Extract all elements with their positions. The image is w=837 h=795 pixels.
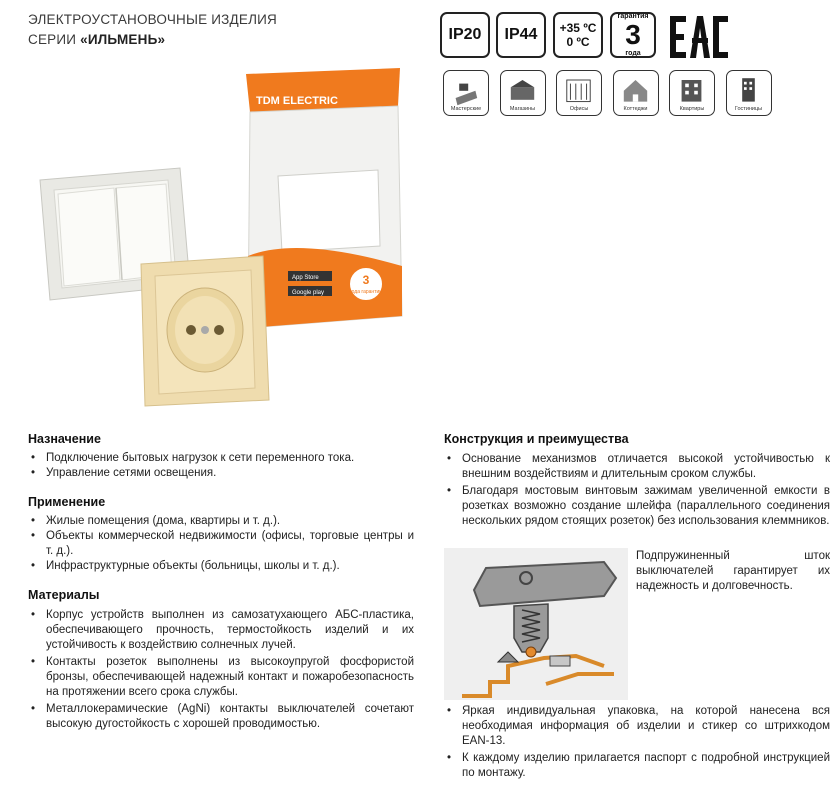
list-item: • Инфраструктурные объекты (больницы, школы и т. д.). (28, 559, 414, 574)
ip44-badge: IP44 (496, 12, 546, 58)
sticker-text: года гарантии (349, 289, 383, 295)
materials-list (28, 608, 414, 732)
socket-image (135, 250, 275, 410)
list-item: • Яркая индивидуальная упаковка, на которой нанесена вся необходимая информация об изделии и стикер со штрихкодом EAN-13. (444, 704, 830, 749)
list-item: • Благодаря мостовым винтовым зажимам увеличенной емкости в розетках возможно создание шлейфа (параллельного соединения нескольких рядом стоящих розеток) без использования клеммников. (444, 484, 830, 529)
google-play-label: Google play (292, 290, 325, 296)
title-line-2: СЕРИИ «ИЛЬМЕНЬ» (28, 32, 166, 47)
list-item: • Жилые помещения (дома, квартиры и т. д.). (28, 514, 414, 529)
usage-icon-label: Квартиры (679, 106, 705, 112)
list-item: • К каждому изделию прилагается паспорт с подробной инструкцией по монтажу. (444, 751, 830, 781)
usage-icon-label: Коттеджи (623, 106, 648, 112)
usage-icon-label: Офисы (569, 106, 589, 112)
list-item: • Управление сетями освещения. (28, 466, 414, 481)
list-item: • Подключение бытовых нагрузок к сети переменного тока. (28, 451, 414, 466)
temp-high: +35 ºC (559, 21, 597, 35)
diagram-caption: Подпружиненный шток выключателей гарантирует их надежность и долговечность. (636, 550, 830, 592)
purpose-section (28, 432, 414, 481)
usage-icon-label: Магазины (509, 106, 536, 112)
guarantee-badge (610, 12, 656, 58)
series-name: «ИЛЬМЕНЬ» (80, 32, 166, 47)
list-item: • Основание механизмов отличается высокой устойчивостью к внешним воздействиям и длительным сроком службы. (444, 452, 830, 482)
title-line-1: ЭЛЕКТРОУСТАНОВОЧНЫЕ ИЗДЕЛИЯ (28, 12, 277, 27)
app-store-label: App Store (292, 275, 319, 281)
construction-list (444, 452, 830, 529)
materials-section (28, 588, 414, 732)
guarantee-top: гарантия (617, 13, 649, 20)
temp-low: 0 ºC (566, 35, 590, 49)
construction-extra (444, 704, 830, 781)
construction-section (444, 432, 830, 529)
purpose-list (28, 451, 414, 481)
page-title (28, 10, 277, 50)
list-item: • Объекты коммерческой недвижимости (офисы, торговые центры и т. д.). (28, 529, 414, 559)
usage-icon-label: Гостиницы (734, 106, 763, 112)
list-item: • Контакты розеток выполнены из высокоупругой фосфористой бронзы, обеспечивающей надежный контакт и пожаробезопасность на протяжении всего срока службы. (28, 655, 414, 700)
temperature-badge (553, 12, 603, 58)
application-list (28, 514, 414, 574)
materials-heading: Материалы (28, 588, 100, 602)
purpose-heading: Назначение (28, 432, 101, 446)
list-item: • Корпус устройств выполнен из самозатухающего АБС-пластика, обеспечивающего прочность, термостойкость изделий и их устойчивость к воздействию солнечных лучей. (28, 608, 414, 653)
guarantee-bottom: года (625, 50, 641, 57)
application-heading: Применение (28, 495, 106, 509)
ip20-badge: IP20 (440, 12, 490, 58)
usage-icon-label: Мастерские (450, 106, 482, 112)
guarantee-number: 3 (625, 19, 641, 50)
application-section (28, 495, 414, 574)
construction-heading: Конструкция и преимущества (444, 432, 629, 446)
spring-mechanism-diagram (444, 548, 628, 700)
eac-mark-icon (668, 14, 730, 60)
construction-list-extra (444, 704, 830, 781)
sticker-number: 3 (362, 273, 370, 287)
list-item: • Металлокерамические (AgNi) контакты выключателей сочетают высокую дугостойкость с хорошей проводимостью. (28, 702, 414, 732)
package-brand: TDM ELECTRIC (256, 95, 338, 107)
